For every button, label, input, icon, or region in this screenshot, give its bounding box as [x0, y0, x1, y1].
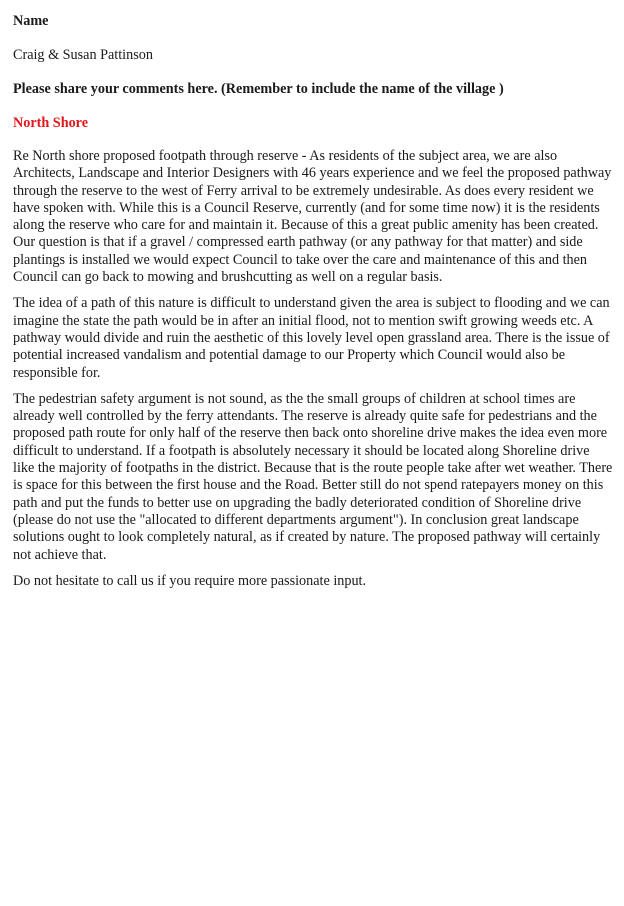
village-name: North Shore	[13, 115, 89, 131]
name-label: Name	[13, 13, 49, 29]
comments-label: Please share your comments here. (Remember to include the name of the village )	[13, 81, 504, 97]
comment-body	[13, 148, 616, 590]
name-value: Craig & Susan Pattinson	[13, 47, 153, 63]
comment-paragraph-4: Do not hesitate to call us if you require more passionate input.	[13, 572, 367, 589]
comment-paragraph-2: The idea of a path of this nature is difficult to understand given the area is subject to flooding and we can imagine the state the path would be in after an initial flood, not to mention swift growing weeds etc. A pathway would divide and ruin the aesthetic of this lovely level open grassland area. There is the issue of potential increased vandalism and potential damage to our Property which Council would also be responsible for.	[13, 295, 610, 381]
comment-paragraph-3: The pedestrian safety argument is not sound, as the the small groups of children at school times are already well controlled by the ferry attendants. The reserve is already quite safe for pedestrians and the proposed path route for only half of the reserve then back onto shoreline drive makes the idea even more difficult to understand. If a footpath is absolutely necessary it should be located along Shoreline drive like the majority of footpaths in the district. Because that is the route people take after wet weather. There is space for this between the first house and the Road. Better still do not spend ratepayers money on this path and put the funds to better use on upgrading the badly deteriorated condition of Shoreline drive (please do not use the "allocated to different departments argument"). In conclusion great landscape solutions ought to look completely natural, as if created by nature. The proposed pathway will certainly not achieve that.	[13, 390, 613, 563]
comment-paragraph-1: Re North shore proposed footpath through reserve - As residents of the subject area, we are also Architects, Landscape and Interior Designers with 46 years experience and we feel the proposed pathway through the reserve to the west of Ferry arrival to be extremely undesirable. As does every resident we have spoken with. While this is a Council Reserve, currently (and for some time now) it is the residents along the reserve who care for and maintain it. Because of this a great public amenity has been created. Our question is that if a gravel / compressed earth pathway (or any pathway for that matter) and side plantings is installed we would expect Council to take over the care and maintenance of this and then Council can go back to mowing and brushcutting as well on a regular basis.	[13, 148, 612, 286]
